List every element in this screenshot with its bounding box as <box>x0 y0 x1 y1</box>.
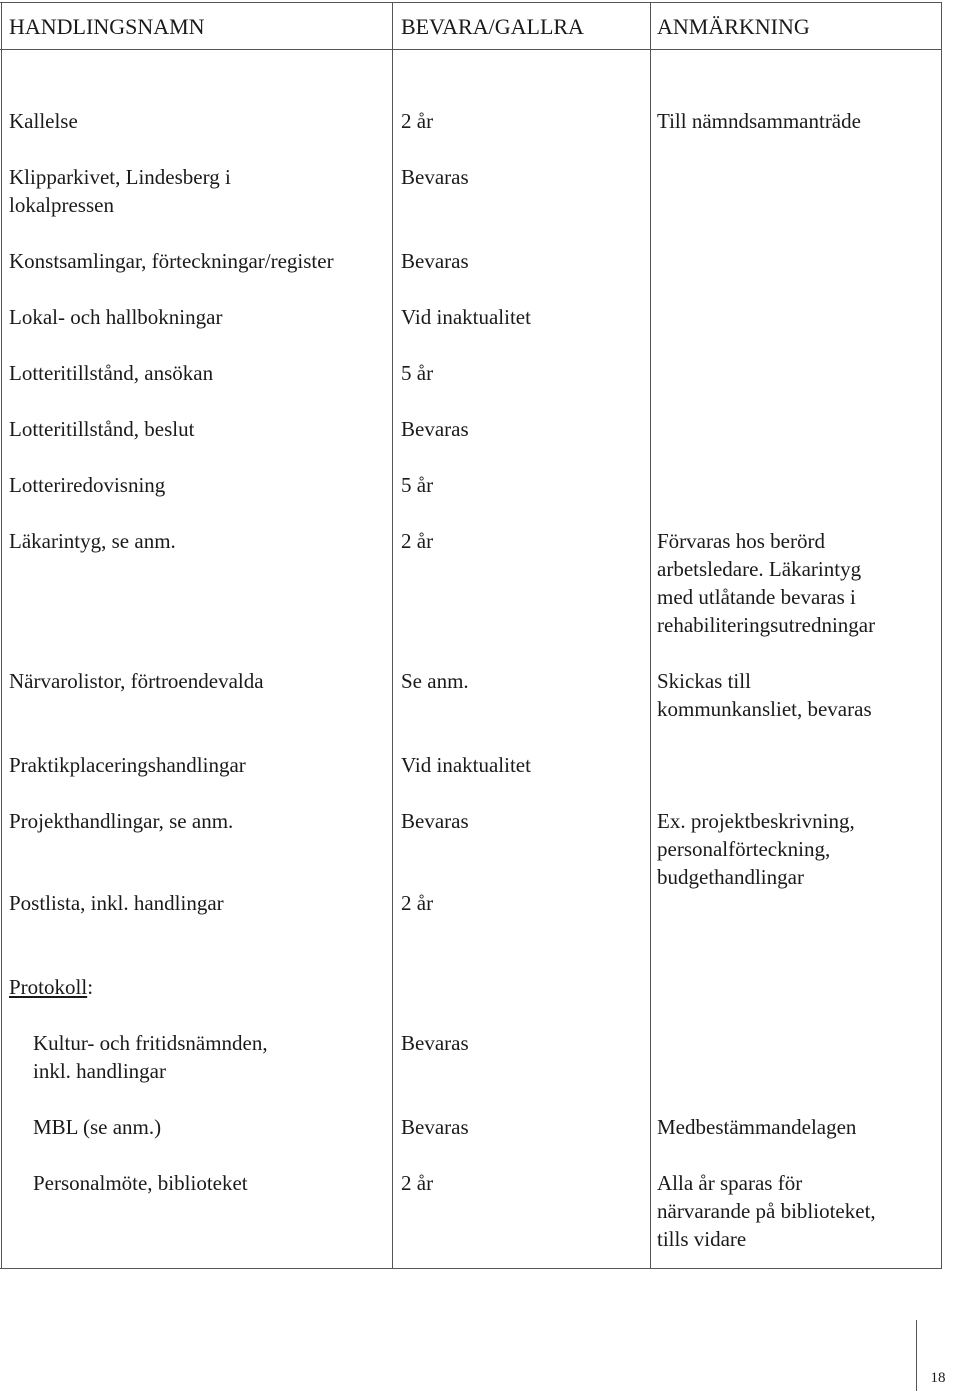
table-right-border <box>941 2 942 1269</box>
row-name: Praktikplaceringshandlingar <box>9 753 246 777</box>
column-header-retention: BEVARA/GALLRA <box>401 14 584 39</box>
table-left-border <box>1 2 2 1269</box>
row-retention: Vid inaktualitet <box>401 305 531 329</box>
row-retention: Bevaras <box>401 417 469 441</box>
row-retention: 2 år <box>401 529 434 553</box>
protokoll-item-retention: 2 år <box>401 1171 434 1195</box>
protokoll-item-note-continued: tills vidare <box>657 1227 747 1251</box>
row-note: Skickas till <box>657 669 751 693</box>
row-name: Klipparkivet, Lindesberg i <box>9 165 231 189</box>
row-note-continued: arbetsledare. Läkarintyg <box>657 557 862 581</box>
row-name: Postlista, inkl. handlingar <box>9 891 224 915</box>
column-divider-2 <box>650 2 651 1269</box>
row-note-continued: med utlåtande bevaras i <box>657 585 856 609</box>
column-header-remark: ANMÄRKNING <box>657 14 810 39</box>
header-bottom-border <box>0 49 942 50</box>
protokoll-item-note-continued: närvarande på biblioteket, <box>657 1199 876 1223</box>
protokoll-item-name-continued: inkl. handlingar <box>33 1059 166 1083</box>
row-name: Lotteriredovisning <box>9 473 166 497</box>
row-name: Lotteritillstånd, ansökan <box>9 361 214 385</box>
row-retention: 5 år <box>401 361 434 385</box>
row-note: Ex. projektbeskrivning, <box>657 809 855 833</box>
protokoll-item-name: Personalmöte, biblioteket <box>33 1171 248 1195</box>
row-retention: Bevaras <box>401 249 469 273</box>
row-name: Projekthandlingar, se anm. <box>9 809 234 833</box>
row-retention: Vid inaktualitet <box>401 753 531 777</box>
protokoll-item-name: MBL (se anm.) <box>33 1115 162 1139</box>
row-note-continued: kommunkansliet, bevaras <box>657 697 872 721</box>
row-name: Lokal- och hallbokningar <box>9 305 223 329</box>
page-number: 18 <box>930 1370 946 1386</box>
protokoll-item-retention: Bevaras <box>401 1031 469 1055</box>
section-heading-protokoll <box>9 973 93 1001</box>
row-retention: Se anm. <box>401 669 469 693</box>
row-name: Lotteritillstånd, beslut <box>9 417 195 441</box>
section-heading-text: Protokoll <box>9 975 88 999</box>
table-bottom-border <box>0 1268 942 1269</box>
row-note-continued: personalförteckning, <box>657 837 831 861</box>
row-name: Närvarolistor, förtroendevalda <box>9 669 264 693</box>
table-top-border <box>0 2 942 3</box>
row-name: Läkarintyg, se anm. <box>9 529 176 553</box>
row-note: Förvaras hos berörd <box>657 529 825 553</box>
row-retention: Bevaras <box>401 809 469 833</box>
column-header-document-name: HANDLINGSNAMN <box>9 14 205 39</box>
row-name: Kallelse <box>9 109 78 133</box>
protokoll-item-name: Kultur- och fritidsnämnden, <box>33 1031 268 1055</box>
row-retention: 2 år <box>401 109 434 133</box>
protokoll-item-note: Alla år sparas för <box>657 1171 803 1195</box>
row-note-continued: rehabiliteringsutredningar <box>657 613 876 637</box>
section-heading-colon: : <box>87 975 94 999</box>
row-name-continued: lokalpressen <box>9 193 114 217</box>
column-divider-1 <box>392 2 393 1269</box>
row-retention: 5 år <box>401 473 434 497</box>
row-note: Till nämndsammanträde <box>657 109 861 133</box>
row-note-continued: budgethandlingar <box>657 865 804 889</box>
protokoll-item-retention: Bevaras <box>401 1115 469 1139</box>
row-name: Konstsamlingar, förteckningar/register <box>9 249 334 273</box>
row-retention: 2 år <box>401 891 434 915</box>
protokoll-item-note: Medbestämmandelagen <box>657 1115 857 1139</box>
row-retention: Bevaras <box>401 165 469 189</box>
